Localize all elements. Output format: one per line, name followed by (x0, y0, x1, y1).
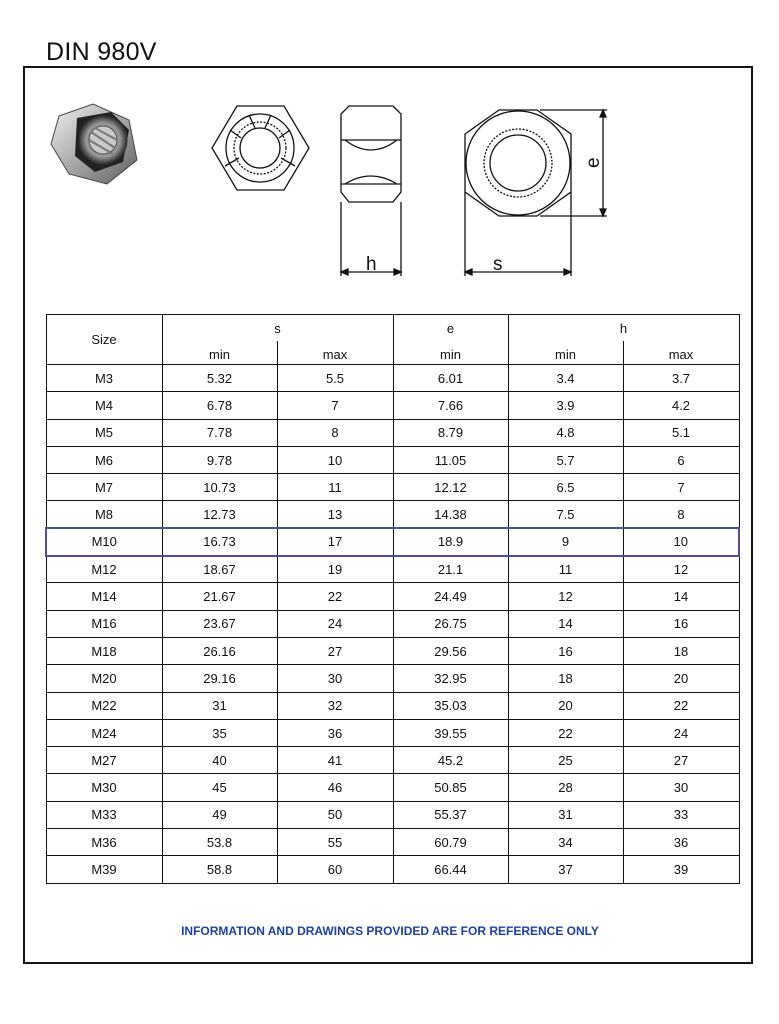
table-row (46, 747, 739, 774)
cell-s-max: 22 (277, 583, 393, 610)
cell-e-min: 18.9 (393, 528, 508, 555)
nut-drawings (25, 68, 755, 298)
cell-s-min: 10.73 (162, 474, 277, 501)
cell-s-min: 23.67 (162, 610, 277, 637)
cell-h-min: 6.5 (508, 474, 623, 501)
cell-h-min: 7.5 (508, 501, 623, 528)
cell-size: M36 (46, 829, 162, 856)
cell-h-min: 18 (508, 665, 623, 692)
cell-h-min: 5.7 (508, 446, 623, 473)
cell-h-max: 24 (623, 719, 739, 746)
subheader-s-min: min (162, 341, 277, 365)
cell-e-min: 29.56 (393, 637, 508, 664)
cell-h-max: 7 (623, 474, 739, 501)
table-body (46, 365, 739, 884)
cell-size: M24 (46, 719, 162, 746)
cell-e-min: 55.37 (393, 801, 508, 828)
cell-size: M22 (46, 692, 162, 719)
cell-s-min: 6.78 (162, 392, 277, 419)
cell-size: M3 (46, 365, 162, 392)
cell-h-min: 12 (508, 583, 623, 610)
cell-h-max: 20 (623, 665, 739, 692)
cell-h-max: 14 (623, 583, 739, 610)
cell-e-min: 11.05 (393, 446, 508, 473)
table-row (46, 665, 739, 692)
cell-size: M14 (46, 583, 162, 610)
cell-size: M27 (46, 747, 162, 774)
cell-e-min: 39.55 (393, 719, 508, 746)
cell-h-max: 16 (623, 610, 739, 637)
cell-size: M7 (46, 474, 162, 501)
column-group-s: s (162, 315, 393, 341)
cell-h-min: 25 (508, 747, 623, 774)
cell-e-min: 14.38 (393, 501, 508, 528)
cell-h-min: 9 (508, 528, 623, 555)
dimension-label-s: s (493, 254, 503, 275)
cell-size: M6 (46, 446, 162, 473)
cell-h-min: 34 (508, 829, 623, 856)
cell-e-min: 26.75 (393, 610, 508, 637)
cell-s-max: 13 (277, 501, 393, 528)
nut-side-view-drawing (341, 106, 401, 276)
cell-s-min: 35 (162, 719, 277, 746)
cell-size: M30 (46, 774, 162, 801)
cell-h-max: 8 (623, 501, 739, 528)
cell-h-max: 18 (623, 637, 739, 664)
table-row (46, 610, 739, 637)
cell-h-max: 22 (623, 692, 739, 719)
cell-e-min: 66.44 (393, 856, 508, 883)
cell-s-max: 24 (277, 610, 393, 637)
column-group-e: e (393, 315, 508, 341)
cell-h-min: 20 (508, 692, 623, 719)
cell-h-max: 10 (623, 528, 739, 555)
column-header-size: Size (46, 315, 162, 365)
table-row (46, 528, 739, 555)
cell-s-min: 31 (162, 692, 277, 719)
cell-s-min: 9.78 (162, 446, 277, 473)
cell-h-min: 22 (508, 719, 623, 746)
cell-size: M4 (46, 392, 162, 419)
table-row (46, 419, 739, 446)
table-row (46, 774, 739, 801)
cell-size: M20 (46, 665, 162, 692)
cell-s-max: 7 (277, 392, 393, 419)
cell-s-max: 17 (277, 528, 393, 555)
page-title: DIN 980V (46, 38, 157, 66)
subheader-h-max: max (623, 341, 739, 365)
cell-s-min: 7.78 (162, 419, 277, 446)
dimension-label-h: h (366, 254, 377, 275)
table-header-row (46, 315, 739, 341)
cell-size: M39 (46, 856, 162, 883)
table-row (46, 556, 739, 583)
cell-s-max: 46 (277, 774, 393, 801)
cell-h-max: 12 (623, 556, 739, 583)
cell-e-min: 7.66 (393, 392, 508, 419)
cell-s-min: 5.32 (162, 365, 277, 392)
cell-e-min: 8.79 (393, 419, 508, 446)
cell-e-min: 50.85 (393, 774, 508, 801)
cell-h-max: 36 (623, 829, 739, 856)
cell-s-min: 53.8 (162, 829, 277, 856)
cell-h-min: 37 (508, 856, 623, 883)
cell-h-min: 31 (508, 801, 623, 828)
cell-s-max: 19 (277, 556, 393, 583)
nut-top-view-drawing (212, 106, 309, 190)
cell-h-max: 4.2 (623, 392, 739, 419)
cell-s-max: 5.5 (277, 365, 393, 392)
cell-s-max: 50 (277, 801, 393, 828)
cell-h-max: 39 (623, 856, 739, 883)
cell-size: M8 (46, 501, 162, 528)
column-group-h: h (508, 315, 739, 341)
cell-s-max: 8 (277, 419, 393, 446)
cell-s-min: 21.67 (162, 583, 277, 610)
cell-s-min: 45 (162, 774, 277, 801)
cell-h-max: 5.1 (623, 419, 739, 446)
table-row (46, 637, 739, 664)
nut-photo (51, 104, 137, 184)
cell-e-min: 21.1 (393, 556, 508, 583)
subheader-e-min: min (393, 341, 508, 365)
table-row (46, 446, 739, 473)
cell-h-max: 6 (623, 446, 739, 473)
disclaimer-note: INFORMATION AND DRAWINGS PROVIDED ARE FOR REFERENCE ONLY (181, 924, 599, 938)
cell-e-min: 45.2 (393, 747, 508, 774)
cell-s-min: 29.16 (162, 665, 277, 692)
cell-s-min: 16.73 (162, 528, 277, 555)
cell-e-min: 32.95 (393, 665, 508, 692)
cell-s-min: 58.8 (162, 856, 277, 883)
table-row (46, 365, 739, 392)
cell-s-max: 10 (277, 446, 393, 473)
cell-s-min: 18.67 (162, 556, 277, 583)
cell-h-min: 28 (508, 774, 623, 801)
nut-front-view-drawing (465, 110, 607, 276)
cell-h-min: 3.4 (508, 365, 623, 392)
cell-s-max: 27 (277, 637, 393, 664)
spec-sheet-frame (23, 66, 753, 964)
cell-h-max: 3.7 (623, 365, 739, 392)
cell-s-max: 30 (277, 665, 393, 692)
cell-s-max: 11 (277, 474, 393, 501)
cell-size: M16 (46, 610, 162, 637)
cell-h-min: 16 (508, 637, 623, 664)
cell-s-max: 60 (277, 856, 393, 883)
cell-s-min: 12.73 (162, 501, 277, 528)
cell-h-max: 27 (623, 747, 739, 774)
table-row (46, 501, 739, 528)
table-row (46, 719, 739, 746)
cell-e-min: 24.49 (393, 583, 508, 610)
cell-s-max: 41 (277, 747, 393, 774)
subheader-h-min: min (508, 341, 623, 365)
cell-h-min: 3.9 (508, 392, 623, 419)
cell-h-min: 11 (508, 556, 623, 583)
cell-e-min: 35.03 (393, 692, 508, 719)
subheader-s-max: max (277, 341, 393, 365)
cell-size: M12 (46, 556, 162, 583)
table-row (46, 392, 739, 419)
cell-e-min: 12.12 (393, 474, 508, 501)
cell-e-min: 6.01 (393, 365, 508, 392)
cell-s-min: 26.16 (162, 637, 277, 664)
cell-size: M10 (46, 528, 162, 555)
cell-h-max: 33 (623, 801, 739, 828)
dimension-table (45, 314, 740, 884)
cell-size: M5 (46, 419, 162, 446)
table-row (46, 856, 739, 883)
cell-e-min: 60.79 (393, 829, 508, 856)
table-row (46, 801, 739, 828)
cell-h-min: 4.8 (508, 419, 623, 446)
table-row (46, 829, 739, 856)
cell-size: M33 (46, 801, 162, 828)
table-row (46, 692, 739, 719)
dimension-label-e: e (583, 157, 604, 168)
cell-h-min: 14 (508, 610, 623, 637)
cell-s-min: 49 (162, 801, 277, 828)
cell-s-max: 36 (277, 719, 393, 746)
cell-s-max: 32 (277, 692, 393, 719)
table-row (46, 583, 739, 610)
cell-h-max: 30 (623, 774, 739, 801)
table-row (46, 474, 739, 501)
cell-s-max: 55 (277, 829, 393, 856)
cell-size: M18 (46, 637, 162, 664)
cell-s-min: 40 (162, 747, 277, 774)
